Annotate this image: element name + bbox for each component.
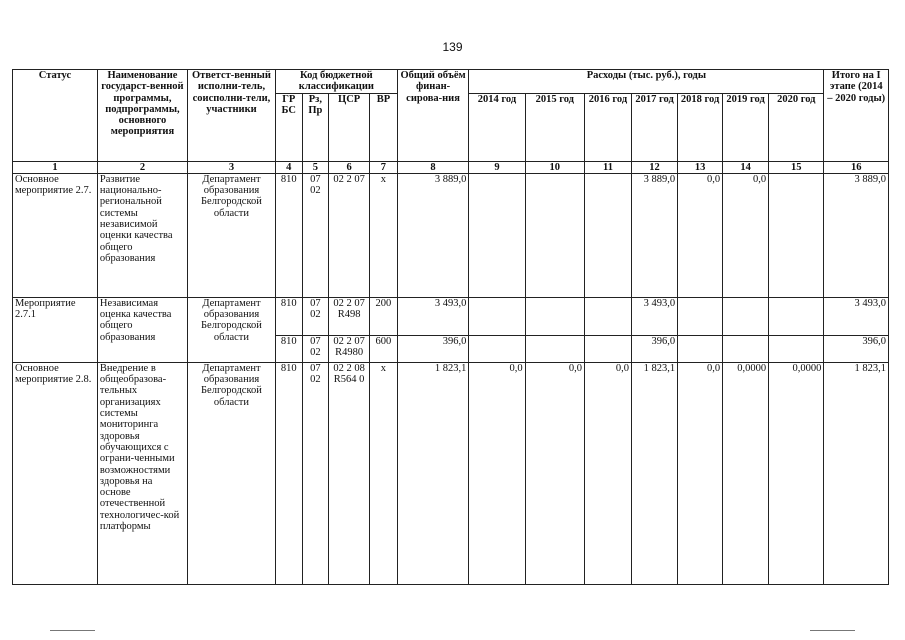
column-number: 14: [723, 161, 769, 173]
cell-2014: 0,0: [469, 362, 525, 584]
column-number: 10: [525, 161, 584, 173]
column-number: 11: [584, 161, 631, 173]
cell-2019: [723, 297, 769, 335]
cell-2020: [769, 173, 824, 297]
column-number: 12: [632, 161, 678, 173]
cell-2020: [769, 335, 824, 362]
cell-name: Независимая оценка качества общего образования: [97, 297, 187, 362]
column-number: 8: [397, 161, 469, 173]
cell-2016: [584, 173, 631, 297]
header-csr: ЦСР: [329, 93, 370, 161]
cell-status: Основное мероприятие 2.7.: [13, 173, 98, 297]
cell-2018: 0,0: [678, 362, 723, 584]
page-number: 139: [442, 40, 463, 54]
header-year: 2017 год: [632, 93, 678, 161]
cell-csr: 02 2 07: [329, 173, 370, 297]
column-number: 16: [824, 161, 889, 173]
cell-csr: 02 2 07 R498: [329, 297, 370, 335]
column-number: 5: [302, 161, 329, 173]
cell-rzpr: 07 02: [302, 297, 329, 335]
cell-name: Развитие национально-региональной системы независимой оценки качества общего образования: [97, 173, 187, 297]
table-row: [13, 297, 889, 335]
cell-2016: 0,0: [584, 362, 631, 584]
cell-rzpr: 07 02: [302, 362, 329, 584]
scan-edge-line: [50, 630, 95, 631]
header-year: 2015 год: [525, 93, 584, 161]
header-grbs: ГР БС: [275, 93, 302, 161]
cell-stage-total: 1 823,1: [824, 362, 889, 584]
cell-grbs: 810: [275, 335, 302, 362]
cell-total: 1 823,1: [397, 362, 469, 584]
column-number: 15: [769, 161, 824, 173]
cell-2017: 396,0: [632, 335, 678, 362]
cell-vr: 600: [370, 335, 398, 362]
cell-2015: [525, 335, 584, 362]
cell-2014: [469, 297, 525, 335]
column-number: 13: [678, 161, 723, 173]
header-budget-code: Код бюджетной классификации: [275, 70, 397, 94]
scan-edge-line: [810, 630, 855, 631]
cell-2018: [678, 297, 723, 335]
header-year: 2020 год: [769, 93, 824, 161]
cell-2015: 0,0: [525, 362, 584, 584]
header-responsible: Ответст-венный исполни-тель, соисполни-тели, участники: [187, 70, 275, 162]
cell-grbs: 810: [275, 362, 302, 584]
column-number: 4: [275, 161, 302, 173]
header-vr: ВР: [370, 93, 398, 161]
cell-2016: [584, 335, 631, 362]
cell-status: Мероприятие 2.7.1: [13, 297, 98, 362]
cell-total: 3 889,0: [397, 173, 469, 297]
cell-responsible: Департамент образования Белгородской области: [187, 297, 275, 362]
header-rzpr: Рз, Пр: [302, 93, 329, 161]
cell-rzpr: 07 02: [302, 173, 329, 297]
cell-grbs: 810: [275, 173, 302, 297]
cell-vr: х: [370, 362, 398, 584]
cell-csr: 02 2 07 R4980: [329, 335, 370, 362]
cell-status: Основное мероприятие 2.8.: [13, 362, 98, 584]
header-total-volume: Общий объём финан-сирова-ния: [397, 70, 469, 162]
cell-2018: 0,0: [678, 173, 723, 297]
cell-name: Внедрение в общеобразова-тельных организациях системы мониторинга здоровья обучающихся с ограни-ченными возможностями здоровья на основе отечественной технологичес-кой платформы: [97, 362, 187, 584]
column-number: 2: [97, 161, 187, 173]
cell-stage-total: 3 889,0: [824, 173, 889, 297]
cell-grbs: 810: [275, 297, 302, 335]
header-year: 2018 год: [678, 93, 723, 161]
cell-vr: 200: [370, 297, 398, 335]
cell-2017: 1 823,1: [632, 362, 678, 584]
cell-2014: [469, 173, 525, 297]
cell-2017: 3 493,0: [632, 297, 678, 335]
cell-2018: [678, 335, 723, 362]
budget-table: [12, 69, 889, 585]
cell-csr: 02 2 08 R564 0: [329, 362, 370, 584]
header-name: Наименование государст-венной программы, подпрограммы, основного мероприятия: [97, 70, 187, 162]
header-year: 2019 год: [723, 93, 769, 161]
cell-rzpr: 07 02: [302, 335, 329, 362]
header-expenses: Расходы (тыс. руб.), годы: [469, 70, 824, 94]
table-row: [13, 362, 889, 584]
cell-stage-total: 396,0: [824, 335, 889, 362]
header-year: 2014 год: [469, 93, 525, 161]
column-number: 9: [469, 161, 525, 173]
column-number: 7: [370, 161, 398, 173]
cell-responsible: Департамент образования Белгородской области: [187, 362, 275, 584]
cell-2015: [525, 297, 584, 335]
cell-vr: х: [370, 173, 398, 297]
cell-responsible: Департамент образования Белгородской области: [187, 173, 275, 297]
cell-2019: 0,0: [723, 173, 769, 297]
header-status: Статус: [13, 70, 98, 162]
cell-2019: [723, 335, 769, 362]
cell-2014: [469, 335, 525, 362]
cell-2019: 0,0000: [723, 362, 769, 584]
header-year: 2016 год: [584, 93, 631, 161]
cell-2016: [584, 297, 631, 335]
cell-2020: [769, 297, 824, 335]
column-number: 1: [13, 161, 98, 173]
cell-2015: [525, 173, 584, 297]
column-number: 3: [187, 161, 275, 173]
cell-2020: 0,0000: [769, 362, 824, 584]
cell-total: 396,0: [397, 335, 469, 362]
cell-2017: 3 889,0: [632, 173, 678, 297]
cell-total: 3 493,0: [397, 297, 469, 335]
header-stage-total: Итого на I этапе (2014 – 2020 годы): [824, 70, 889, 162]
table-row: [13, 173, 889, 297]
column-number: 6: [329, 161, 370, 173]
cell-stage-total: 3 493,0: [824, 297, 889, 335]
